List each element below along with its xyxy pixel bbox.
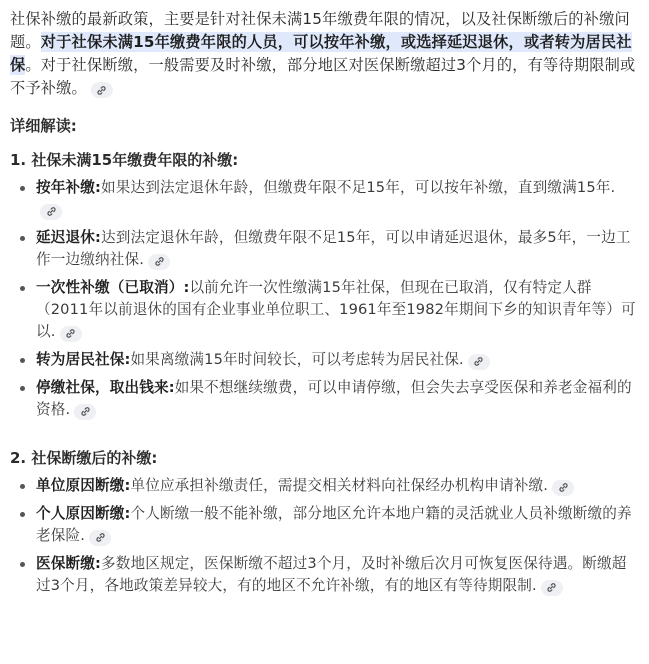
intro-paragraph — [10, 8, 639, 100]
item-text: 达到法定退休年龄，但缴费年限不足15年，可以申请延迟退休，最多5年，一边工作一边缴纳社保. — [36, 229, 631, 268]
list-item — [10, 349, 639, 371]
list-item — [10, 227, 639, 271]
citation-link-button[interactable] — [468, 354, 490, 370]
citation-link-button[interactable] — [40, 204, 62, 220]
link-icon — [473, 356, 484, 367]
item-term: 延迟退休: — [36, 229, 101, 246]
section1-heading: 1. 社保未满15年缴费年限的补缴: — [10, 151, 239, 169]
item-term: 个人原因断缴: — [36, 505, 131, 522]
intro-text: 社保补缴的最新政策，主要是针对社保未满15年缴费年限的情况，以及社保断缴后的补缴问题。 — [10, 10, 630, 51]
item-text: 个人断缴一般不能补缴，部分地区允许本地户籍的灵活就业人员补缴断缴的养老保险. — [36, 505, 632, 544]
link-icon — [80, 406, 91, 417]
item-text: 如果不想继续缴费，可以申请停缴，但会失去享受医保和养老金福利的资格. — [36, 379, 632, 418]
list-item — [10, 277, 639, 343]
link-icon — [65, 328, 76, 339]
citation-link-button[interactable] — [541, 580, 563, 596]
bullet — [20, 386, 25, 391]
detail-heading: 详细解读: — [10, 117, 77, 135]
list-item — [10, 503, 639, 547]
item-term: 停缴社保，取出钱来: — [36, 379, 175, 396]
item-term: 医保断缴: — [36, 555, 101, 572]
link-icon — [558, 482, 569, 493]
link-icon — [46, 206, 57, 217]
item-text: 多数地区规定，医保断缴不超过3个月，及时补缴后次月可恢复医保待遇。断缴超过3个月，各地政策差异较大，有的地区不允许补缴，有的地区有等待期限制. — [36, 555, 627, 594]
citation-link-button[interactable] — [74, 404, 96, 420]
citation-link-button[interactable] — [91, 82, 113, 98]
item-term: 按年补缴: — [36, 179, 101, 196]
item-text: 以前允许一次性缴满15年社保，但现在已取消，仅有特定人群（2011年以前退休的国有企业事业单位职工、1961年至1982年期间下乡的知识青年等）可以. — [36, 279, 636, 340]
section2-heading: 2. 社保断缴后的补缴: — [10, 449, 158, 467]
list-item — [10, 553, 639, 597]
item-term: 单位原因断缴: — [36, 477, 131, 494]
citation-link-button[interactable] — [89, 530, 111, 546]
item-text: 如果离缴满15年时间较长，可以考虑转为居民社保. — [130, 351, 464, 368]
bullet — [20, 358, 25, 363]
bullet — [20, 236, 25, 241]
list-item — [10, 377, 639, 421]
citation-link-button[interactable] — [60, 326, 82, 342]
bullet — [20, 186, 25, 191]
citation-link-button[interactable] — [148, 254, 170, 270]
list-item — [10, 475, 639, 497]
link-icon — [546, 582, 557, 593]
link-icon — [154, 256, 165, 267]
bullet — [20, 562, 25, 567]
link-icon — [95, 532, 106, 543]
section2 — [10, 447, 639, 597]
item-text: 如果达到法定退休年龄，但缴费年限不足15年，可以按年补缴，直到缴满15年. — [100, 179, 616, 196]
citation-link-button[interactable] — [552, 480, 574, 496]
section2-list — [10, 475, 639, 597]
item-term: 转为居民社保: — [36, 351, 131, 368]
link-icon — [96, 85, 107, 96]
item-term: 一次性补缴（已取消）: — [36, 279, 190, 296]
list-item — [10, 177, 639, 221]
intro-text-after: 。对于社保断缴，一般需要及时补缴，部分地区对医保断缴超过3个月的，有等待期限制或不予补缴。 — [10, 56, 636, 97]
intro-highlight: 对于社保未满15年缴费年限的人员，可以按年补缴，或选择延迟退休，或者转为居民社保 — [10, 33, 632, 74]
bullet — [20, 484, 25, 489]
bullet — [20, 286, 25, 291]
section1-list — [10, 177, 639, 421]
item-text: 单位应承担补缴责任，需提交相关材料向社保经办机构申请补缴. — [130, 477, 549, 494]
bullet — [20, 512, 25, 517]
